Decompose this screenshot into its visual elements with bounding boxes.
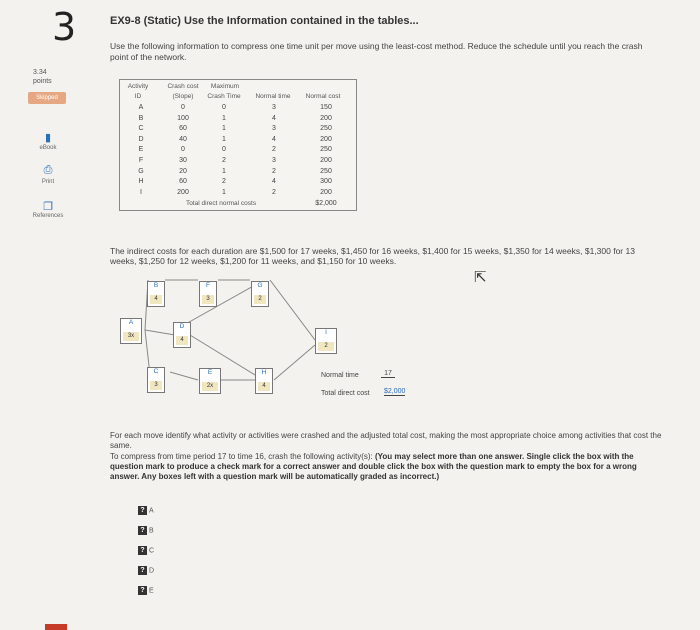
total-direct-value: $2,000	[315, 200, 337, 207]
points-block	[33, 68, 52, 86]
edge-h-i	[274, 345, 315, 380]
activity-table	[119, 79, 357, 211]
compress-rules: (You may select more than one answer. Single click the box with the question mark to produce a check mark for a correct answer and double click the box with the question mark to empty the box for a wrong answer. Any boxes left with a question mark will be automatically graded as incorrect.)	[110, 452, 637, 481]
indirect-costs-text: The indirect costs for each duration are $1,500 for 17 weeks, $1,450 for 16 weeks, $1,400 for 15 weeks, $1,350 for 14 weeks, $1,300 for 13 weeks, $1,250 for 12 weeks, $1,200 for 11 weeks, and $1,150 for 10 weeks.	[110, 246, 635, 266]
normal-time-label: Normal time	[321, 372, 359, 379]
table-cell-id: E	[138, 146, 144, 154]
table-cell-crash: 0	[222, 146, 226, 154]
table-cell-cost: 300	[320, 178, 332, 186]
intro-text: Use the following information to compress one time unit per move using the least-cost method. Reduce the schedule until you reach the crash point of the network.	[110, 41, 643, 62]
header-max: Maximum	[210, 83, 240, 90]
table-cell-normal: 4	[272, 135, 276, 143]
answer-option-label: C	[149, 547, 155, 555]
table-cell-crash: 0	[222, 104, 226, 111]
header-crash-time: Crash Time	[207, 93, 241, 100]
question-mark-checkbox[interactable]: ?	[138, 546, 147, 555]
table-cell-normal: 2	[272, 146, 276, 154]
points-value: 3.34	[33, 69, 47, 76]
instructions-text: For each move identify what activity or activities were crashed and the adjusted total cost, making the most appropriate choice among activities that cost the same.	[110, 431, 662, 450]
node-c-duration: 3	[150, 381, 162, 390]
table-cell-id: G	[138, 167, 144, 175]
node-e-duration: 2x	[202, 382, 218, 391]
question-mark-checkbox[interactable]: ?	[138, 566, 147, 575]
header-slope: (Slope)	[172, 93, 194, 100]
mouse-cursor-icon: ⇱	[474, 269, 487, 286]
table-cell-id: D	[138, 135, 144, 143]
node-g-duration: 2	[254, 295, 266, 304]
answer-option-a[interactable]	[138, 506, 154, 520]
edge-c-e	[170, 372, 198, 380]
edge-g-i	[270, 280, 315, 340]
table-cell-cost: 150	[320, 104, 332, 111]
header-crash-cost: Crash cost	[167, 83, 199, 90]
table-cell-id: B	[138, 114, 144, 122]
table-cell-cost: 250	[320, 146, 332, 154]
references-label[interactable]: References	[32, 213, 64, 219]
table-cell-normal: 2	[272, 167, 276, 175]
table-cell-crash: 1	[222, 188, 226, 196]
table-cell-slope: 30	[179, 157, 187, 164]
edge-a-d	[145, 330, 175, 335]
table-cell-crash: 1	[222, 167, 226, 175]
table-cell-normal: 3	[272, 157, 276, 164]
table-cell-normal: 4	[272, 178, 276, 186]
table-cell-cost: 200	[320, 188, 332, 196]
ebook-label[interactable]: eBook	[39, 145, 57, 151]
header-id: ID	[134, 93, 142, 100]
answer-option-label: B	[149, 527, 154, 535]
header-normal-cost: Normal cost	[305, 93, 341, 100]
node-c: C 3	[147, 367, 165, 393]
node-f-duration: 3	[202, 295, 214, 304]
table-cell-cost: 200	[320, 114, 332, 122]
node-d-duration: 4	[176, 336, 188, 345]
node-b-duration: 4	[150, 295, 162, 304]
table-cell-id: C	[138, 125, 144, 133]
table-cell-id: H	[138, 178, 144, 186]
answer-option-c[interactable]	[138, 546, 154, 560]
table-cell-normal: 3	[272, 125, 276, 133]
table-cell-crash: 1	[222, 125, 226, 133]
question-title: EX9-8 (Static) Use the Information contained in the tables...	[110, 15, 419, 27]
node-i-duration: 2	[318, 342, 334, 351]
question-mark-checkbox[interactable]: ?	[138, 506, 147, 515]
table-cell-normal: 3	[272, 104, 276, 111]
answer-option-label: E	[149, 587, 154, 595]
node-e: E 2x	[199, 368, 221, 394]
total-direct-cost-label: Total direct cost	[321, 390, 370, 397]
table-cell-slope: 100	[177, 114, 189, 122]
table-cell-cost: 250	[320, 125, 332, 133]
table-cell-crash: 1	[222, 135, 226, 143]
node-f: F 3	[199, 281, 217, 307]
brand-bar	[45, 624, 67, 630]
table-cell-cost: 200	[320, 135, 332, 143]
points-label: points	[33, 78, 52, 85]
table-cell-slope: 40	[179, 135, 187, 143]
question-mark-checkbox[interactable]: ?	[138, 526, 147, 535]
answer-option-d[interactable]	[138, 566, 154, 580]
node-i: I 2	[315, 328, 337, 354]
table-cell-crash: 2	[222, 157, 226, 164]
table-cell-slope: 0	[181, 146, 185, 154]
skipped-badge: Skipped	[28, 92, 66, 104]
table-cell-slope: 20	[179, 167, 187, 175]
node-d: D 4	[173, 322, 191, 348]
header-activity: Activity	[127, 83, 149, 90]
total-direct-label: Total direct normal costs	[186, 200, 257, 207]
references-icon[interactable]: ❐	[43, 201, 53, 213]
compress-prompt: To compress from time period 17 to time 16, crash the following activity(s):	[110, 452, 375, 461]
table-cell-crash: 2	[222, 178, 226, 186]
ebook-icon[interactable]: ▮	[44, 132, 52, 144]
table-cell-id: F	[138, 157, 144, 164]
node-b: B 4	[147, 281, 165, 307]
table-cell-slope: 0	[181, 104, 185, 111]
table-cell-crash: 1	[222, 114, 226, 122]
table-cell-id: I	[140, 188, 142, 196]
node-h: H 4	[255, 368, 273, 394]
table-cell-id: A	[138, 104, 144, 111]
answer-option-label: D	[149, 567, 155, 575]
node-h-duration: 4	[258, 382, 270, 391]
node-g: G 2	[251, 281, 269, 307]
compress-instructions	[110, 452, 650, 482]
answer-option-e[interactable]	[138, 586, 154, 600]
print-label[interactable]: Print	[41, 179, 55, 185]
question-mark-checkbox[interactable]: ?	[138, 586, 147, 595]
header-normal-time: Normal time	[255, 93, 291, 100]
table-cell-cost: 250	[320, 167, 332, 175]
node-a-duration: 3x	[123, 332, 139, 341]
answer-option-b[interactable]	[138, 526, 154, 540]
table-cell-normal: 2	[272, 188, 276, 196]
normal-time-value: 17	[381, 370, 395, 378]
table-cell-slope: 60	[179, 125, 187, 133]
print-icon[interactable]: ⎙	[43, 164, 53, 176]
table-cell-normal: 4	[272, 114, 276, 122]
question-number: 3	[52, 5, 77, 49]
answer-option-label: A	[149, 507, 154, 515]
node-a: A 3x	[120, 318, 142, 344]
table-cell-slope: 200	[177, 188, 189, 196]
table-cell-cost: 200	[320, 157, 332, 164]
total-direct-cost-value: $2,000	[384, 388, 406, 395]
table-cell-slope: 60	[179, 178, 187, 186]
